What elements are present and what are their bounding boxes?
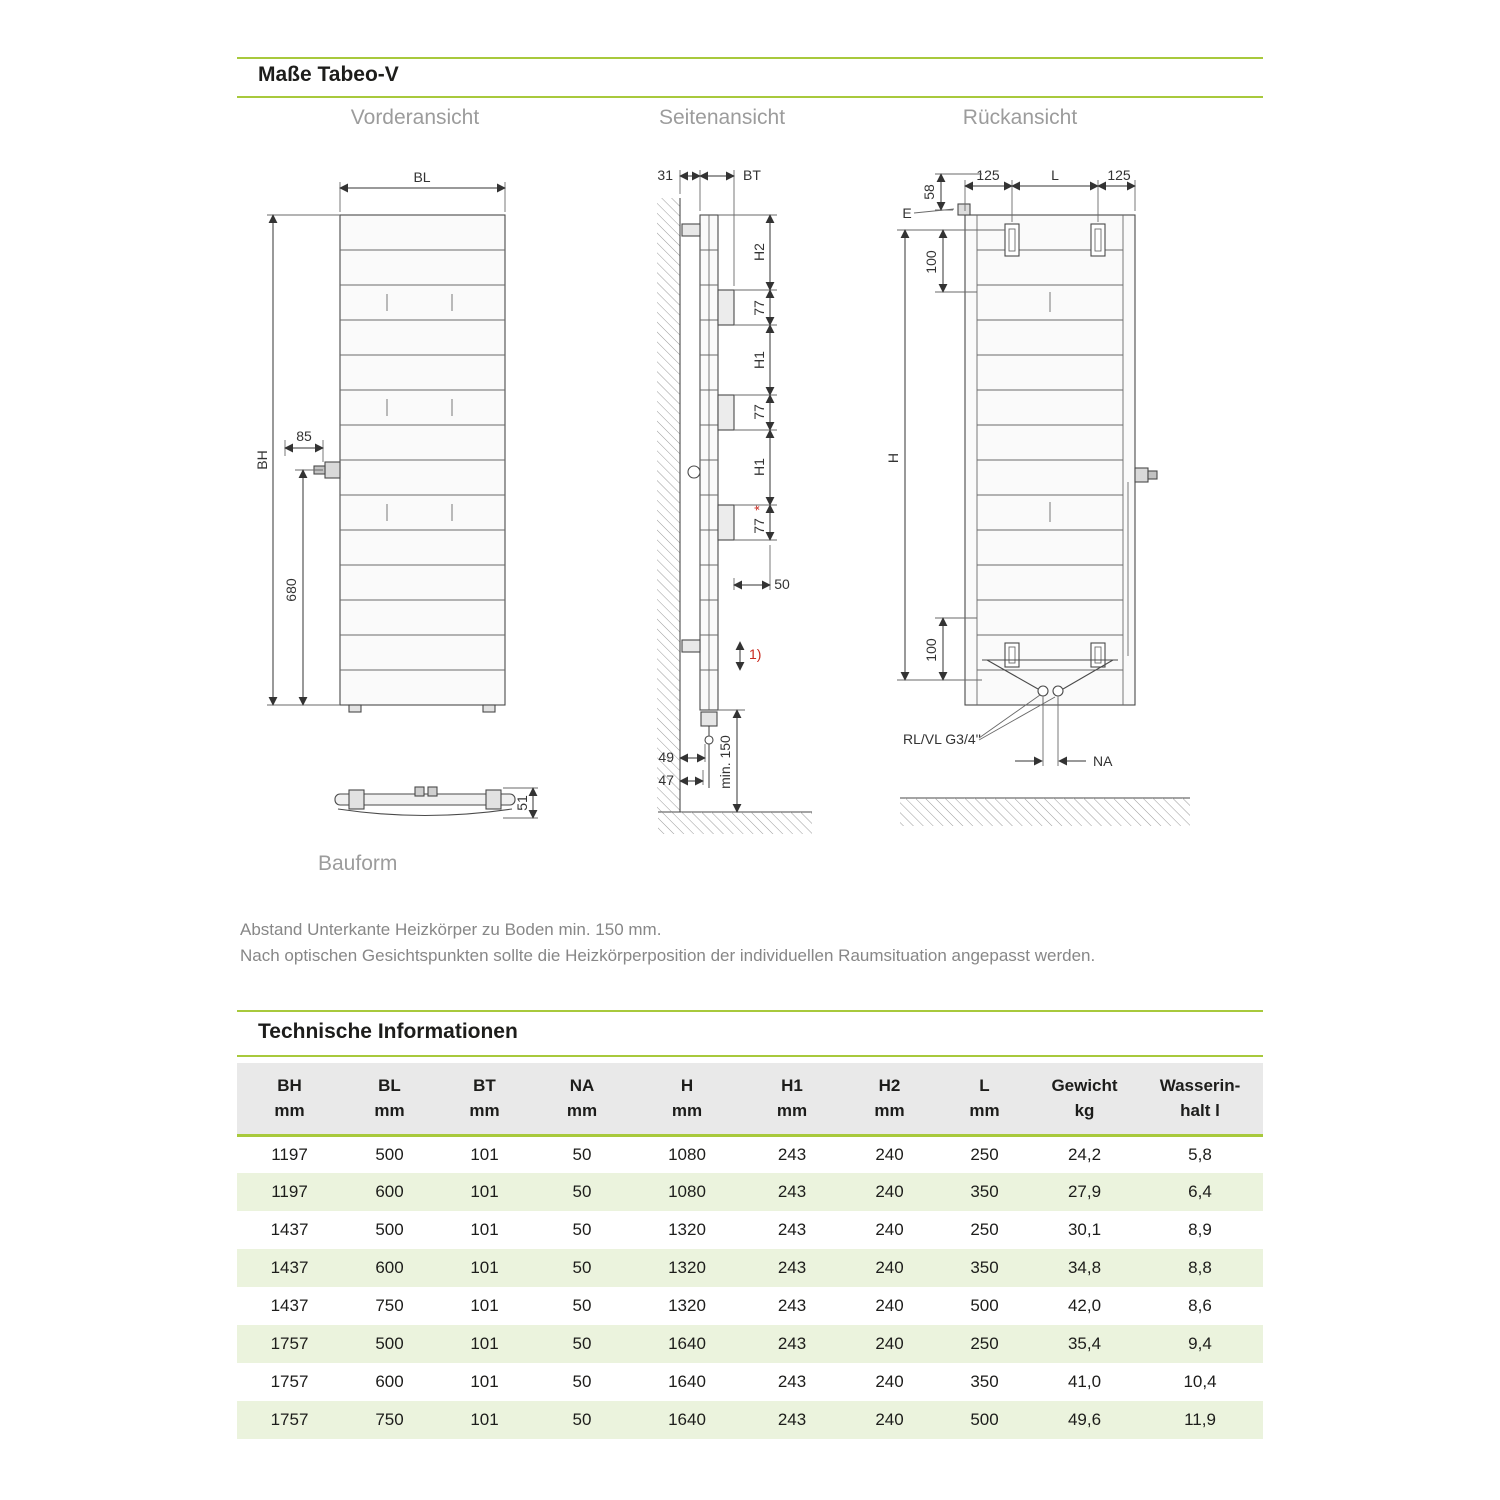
table-cell: 1757 xyxy=(270,1372,309,1391)
page-title: Maße Tabeo-V xyxy=(258,63,399,86)
bottom-view xyxy=(335,787,538,818)
table-cell: 50 xyxy=(572,1410,592,1429)
side-spacer-1 xyxy=(718,290,734,325)
table-cell: 1437 xyxy=(270,1296,309,1315)
rear-bottom-bracket-right xyxy=(1091,643,1105,667)
technical-drawing xyxy=(237,140,1263,900)
table-cell: 50 xyxy=(572,1296,592,1315)
table-title: Technische Informationen xyxy=(258,1020,518,1043)
dim-label-h1a: H1 xyxy=(751,351,767,369)
table-cell: 1640 xyxy=(668,1372,706,1391)
table-header-cell: BL mm xyxy=(342,1063,437,1135)
table-cell: 24,2 xyxy=(1067,1144,1102,1164)
dim-label-49: 49 xyxy=(658,749,674,765)
table-cell: 600 xyxy=(375,1372,404,1391)
side-spacer-3 xyxy=(718,505,734,540)
side-pipe-elbow xyxy=(705,736,713,744)
table-cell: 42,0 xyxy=(1067,1296,1102,1315)
side-chain-ext xyxy=(718,215,777,540)
dim-label-min150: min. 150 xyxy=(717,735,733,789)
table-title-rule xyxy=(237,1055,1263,1057)
dim-label-bh: BH xyxy=(254,450,270,470)
rear-na-ext xyxy=(1043,698,1058,766)
table-cell: 1320 xyxy=(668,1258,706,1277)
table-cell: 50 xyxy=(572,1182,592,1201)
dim-label-125-right: 125 xyxy=(1107,167,1131,183)
table-row xyxy=(237,1363,1263,1401)
dim-label-l: L xyxy=(1051,167,1059,183)
table-cell: 9,4 xyxy=(1188,1334,1212,1353)
dim-label-50: 50 xyxy=(774,576,790,592)
rear-connection-left xyxy=(1038,686,1048,696)
rear-e-fitting xyxy=(958,204,970,215)
dim-label-680: 680 xyxy=(283,578,299,602)
title-rule xyxy=(237,96,1263,98)
table-cell: 500 xyxy=(375,1220,404,1239)
table-cell: 1080 xyxy=(668,1182,706,1201)
side-bottom-valve xyxy=(701,712,717,726)
table-cell: 243 xyxy=(777,1220,807,1239)
table-cell: 101 xyxy=(470,1182,499,1201)
table-cell: 1197 xyxy=(271,1182,308,1201)
table-cell: 101 xyxy=(470,1372,499,1391)
rear-bottom-bracket-left xyxy=(1005,643,1019,667)
rear-top-bracket-right xyxy=(1091,224,1105,256)
table-cell: 243 xyxy=(777,1296,807,1315)
table-row xyxy=(237,1287,1263,1325)
rear-connection-right xyxy=(1053,686,1063,696)
table-cell: 1320 xyxy=(668,1220,706,1239)
dim-label-h2: H2 xyxy=(751,243,767,261)
dim-label-h1b: H1 xyxy=(751,458,767,476)
table-cell: 240 xyxy=(875,1372,904,1391)
table-row xyxy=(237,1173,1263,1211)
table-cell: 500 xyxy=(375,1144,404,1164)
table-cell: 1757 xyxy=(270,1334,309,1353)
bottom-curve xyxy=(338,809,512,816)
table-cell: 8,8 xyxy=(1188,1258,1212,1277)
tech-table xyxy=(237,1063,1263,1439)
top-rule xyxy=(237,57,1263,59)
dim-label-77c-star: * xyxy=(751,505,767,511)
table-cell: 1320 xyxy=(668,1296,706,1315)
side-floor-hatch xyxy=(658,812,812,834)
dim-label-rlvl: RL/VL G3/4'' xyxy=(903,731,981,747)
table-header-row xyxy=(237,1063,1263,1135)
front-bl-ext xyxy=(340,182,505,212)
table-header-cell: BT mm xyxy=(437,1063,532,1135)
table-cell: 1757 xyxy=(270,1410,309,1429)
table-header-cell: Wasserin- halt l xyxy=(1137,1063,1263,1135)
table-cell: 243 xyxy=(777,1144,807,1164)
table-cell: 250 xyxy=(970,1144,999,1164)
rear-valve xyxy=(1135,468,1148,482)
table-cell: 350 xyxy=(970,1182,999,1201)
table-cell: 240 xyxy=(875,1258,904,1277)
table-cell: 243 xyxy=(777,1410,807,1429)
dim-label-77c: 77 xyxy=(751,518,767,534)
table-cell: 5,8 xyxy=(1188,1144,1212,1164)
view-label-bauform: Bauform xyxy=(318,852,398,875)
side-view xyxy=(657,167,812,834)
table-row xyxy=(237,1135,1263,1173)
table-cell: 1080 xyxy=(668,1144,706,1164)
side-valve xyxy=(688,466,700,478)
side-top-anchor xyxy=(682,224,700,236)
table-cell: 101 xyxy=(470,1296,499,1315)
table-cell: 1640 xyxy=(668,1334,706,1353)
table-cell: 101 xyxy=(470,1220,499,1239)
dim-label-e: E xyxy=(902,205,912,221)
table-cell: 50 xyxy=(572,1372,592,1391)
table-cell: 240 xyxy=(875,1296,904,1315)
table-cell: 750 xyxy=(375,1296,404,1315)
table-cell: 8,6 xyxy=(1188,1296,1212,1315)
side-4947-ext xyxy=(703,744,705,785)
table-cell: 50 xyxy=(572,1334,592,1353)
dim-label-85: 85 xyxy=(296,428,312,444)
table-header-cell: H1 mm xyxy=(742,1063,842,1135)
table-cell: 240 xyxy=(875,1144,904,1164)
side-bottom-anchor xyxy=(682,640,700,652)
table-header-cell: H mm xyxy=(632,1063,742,1135)
side-spacer-2 xyxy=(718,395,734,430)
table-cell: 1197 xyxy=(271,1144,308,1164)
side-50-ext xyxy=(734,545,770,590)
table-cell: 34,8 xyxy=(1067,1258,1102,1277)
table-cell: 35,4 xyxy=(1067,1334,1102,1353)
table-cell: 243 xyxy=(777,1182,807,1201)
dim-label-51: 51 xyxy=(514,795,530,811)
front-valve xyxy=(325,462,340,478)
table-cell: 350 xyxy=(970,1258,999,1277)
table-cell: 243 xyxy=(777,1334,807,1353)
view-label-side: Seitenansicht xyxy=(658,106,786,129)
table-cell: 1437 xyxy=(270,1258,309,1277)
dim-label-125-left: 125 xyxy=(976,167,1000,183)
dim-label-h: H xyxy=(885,452,901,464)
dim-label-100-bottom: 100 xyxy=(923,638,939,662)
table-cell: 8,9 xyxy=(1188,1220,1212,1239)
dim-label-bl: BL xyxy=(413,169,431,185)
side-wall-hatch xyxy=(657,198,680,812)
bottom-connector-left xyxy=(415,787,424,796)
rear-floor-hatch xyxy=(900,798,1190,826)
table-row xyxy=(237,1401,1263,1439)
front-foot-left xyxy=(349,705,361,712)
table-cell: 101 xyxy=(470,1144,499,1164)
table-cell: 600 xyxy=(375,1258,404,1277)
table-cell: 1437 xyxy=(270,1220,309,1239)
bottom-bracket-left xyxy=(349,790,364,809)
note-line-2: Nach optischen Gesichtspunkten sollte die Heizkörperposition der individuellen Raumsituation angepasst werden. xyxy=(240,946,1096,965)
table-cell: 243 xyxy=(777,1258,807,1277)
dim-label-na: NA xyxy=(1093,753,1113,769)
dim-label-47: 47 xyxy=(658,772,674,788)
table-cell: 41,0 xyxy=(1067,1372,1102,1391)
table-cell: 750 xyxy=(375,1410,404,1429)
table-cell: 101 xyxy=(470,1410,499,1429)
table-header-cell: H2 mm xyxy=(842,1063,937,1135)
dim-label-77b: 77 xyxy=(751,404,767,420)
view-label-rear: Rückansicht xyxy=(962,106,1078,129)
table-cell: 6,4 xyxy=(1188,1182,1212,1201)
front-foot-right xyxy=(483,705,495,712)
table-body xyxy=(237,1135,1263,1439)
table-header-cell: NA mm xyxy=(532,1063,632,1135)
dim-label-footnote1: 1) xyxy=(749,646,762,662)
table-header-cell: Gewicht kg xyxy=(1032,1063,1137,1135)
table-cell: 50 xyxy=(572,1144,592,1164)
table-cell: 1640 xyxy=(668,1410,706,1429)
table-cell: 240 xyxy=(875,1334,904,1353)
dim-label-31: 31 xyxy=(657,167,673,183)
table-cell: 500 xyxy=(375,1334,404,1353)
table-cell: 243 xyxy=(777,1372,807,1391)
rear-view xyxy=(885,167,1190,826)
table-top-rule xyxy=(237,1010,1263,1012)
dim-label-bt: BT xyxy=(743,167,761,183)
table-cell: 11,9 xyxy=(1184,1410,1216,1429)
table-cell: 240 xyxy=(875,1182,904,1201)
bottom-connector-right xyxy=(428,787,437,796)
table-cell: 240 xyxy=(875,1410,904,1429)
dim-label-77a: 77 xyxy=(751,300,767,316)
table-row xyxy=(237,1211,1263,1249)
front-view xyxy=(254,169,505,712)
dim-label-58: 58 xyxy=(921,184,937,200)
table-cell: 240 xyxy=(875,1220,904,1239)
bottom-bracket-right xyxy=(486,790,501,809)
dim-label-100-top: 100 xyxy=(923,250,939,274)
rear-top-bracket-left xyxy=(1005,224,1019,256)
table-cell: 101 xyxy=(470,1334,499,1353)
table-cell: 50 xyxy=(572,1258,592,1277)
table-row xyxy=(237,1249,1263,1287)
table-header-cell: BH mm xyxy=(237,1063,342,1135)
table-cell: 500 xyxy=(970,1410,999,1429)
front-680-ext xyxy=(295,470,340,705)
table-cell: 250 xyxy=(970,1220,999,1239)
view-label-front: Vorderansicht xyxy=(350,106,480,129)
table-cell: 500 xyxy=(970,1296,999,1315)
table-cell: 250 xyxy=(970,1334,999,1353)
table-header-cell: L mm xyxy=(937,1063,1032,1135)
note-line-1: Abstand Unterkante Heizkörper zu Boden min. 150 mm. xyxy=(240,920,662,939)
table-cell: 350 xyxy=(970,1372,999,1391)
table-cell: 30,1 xyxy=(1067,1220,1102,1239)
table-cell: 600 xyxy=(375,1182,404,1201)
table-row xyxy=(237,1325,1263,1363)
table-cell: 27,9 xyxy=(1067,1182,1102,1201)
rear-valve-knob xyxy=(1148,471,1157,479)
table-cell: 50 xyxy=(572,1220,592,1239)
table-cell: 101 xyxy=(470,1258,499,1277)
table-cell: 10,4 xyxy=(1183,1372,1217,1391)
table-cell: 49,6 xyxy=(1067,1410,1102,1429)
